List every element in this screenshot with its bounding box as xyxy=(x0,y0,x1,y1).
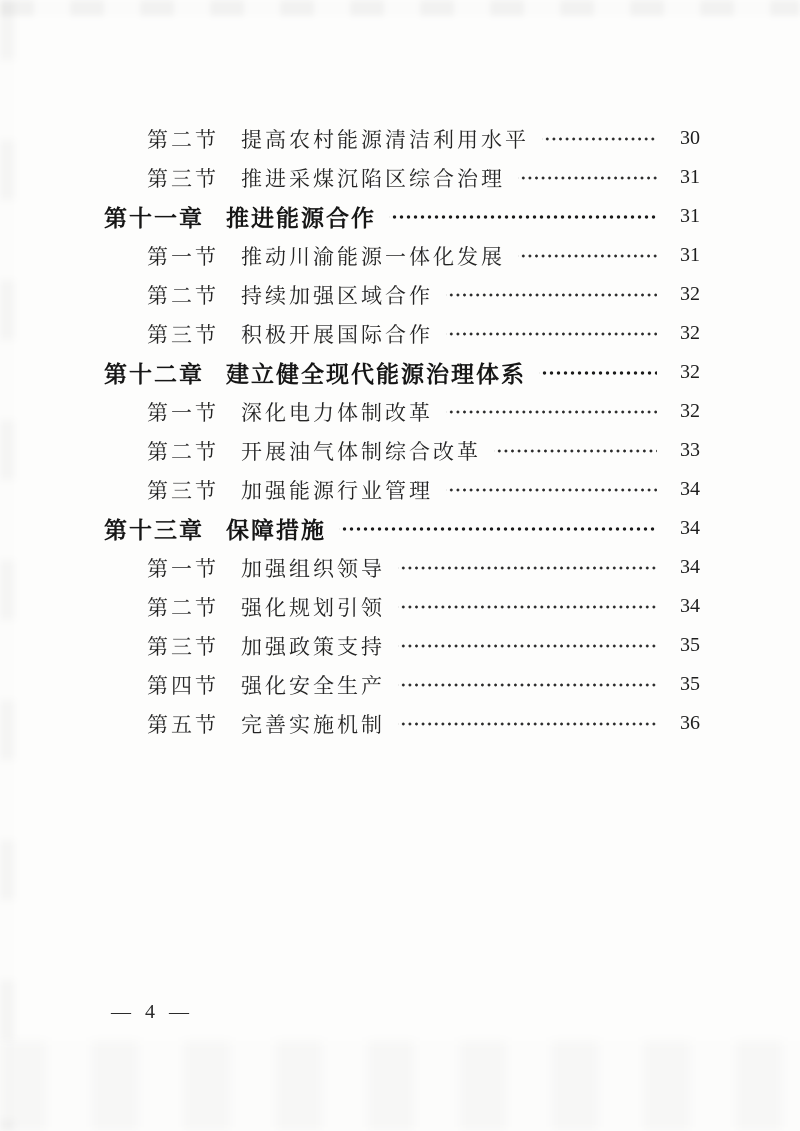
toc-entry-page: 34 xyxy=(680,517,700,539)
toc-entry-section xyxy=(104,119,700,158)
toc-entry-label: 第二节 xyxy=(147,283,219,308)
toc-entry-page: 35 xyxy=(680,673,700,695)
dot-leader xyxy=(446,314,657,353)
toc-list xyxy=(104,119,700,743)
toc-entry-label: 第十二章 xyxy=(104,361,204,387)
toc-entry-page: 34 xyxy=(680,478,700,500)
dot-leader xyxy=(398,548,657,587)
toc-entry-section xyxy=(104,704,700,743)
toc-entry-title: 持续加强区域合作 xyxy=(241,283,433,308)
toc-entry-title: 深化电力体制改革 xyxy=(241,400,433,425)
toc-entry-label: 第二节 xyxy=(147,595,219,620)
toc-entry-page: 31 xyxy=(680,205,700,227)
toc-entry-chapter xyxy=(104,509,700,548)
dot-leader xyxy=(398,704,657,743)
dot-leader xyxy=(518,236,657,275)
toc-entry-section xyxy=(104,275,700,314)
dot-leader xyxy=(398,587,657,626)
toc-entry-title: 加强政策支持 xyxy=(241,634,385,659)
toc-entry-title: 提高农村能源清洁利用水平 xyxy=(241,127,529,152)
toc-entry-title: 推进采煤沉陷区综合治理 xyxy=(241,166,505,191)
toc-entry-page: 32 xyxy=(680,322,700,344)
dot-leader xyxy=(339,509,657,548)
toc-entry-chapter xyxy=(104,197,700,236)
toc-entry-label: 第三节 xyxy=(147,634,219,659)
dot-leader xyxy=(389,197,657,236)
toc-entry-section xyxy=(104,431,700,470)
toc-entry-page: 32 xyxy=(680,361,700,383)
dot-leader xyxy=(518,158,657,197)
toc-entry-label: 第五节 xyxy=(147,712,219,737)
dot-leader xyxy=(446,470,657,509)
dot-leader xyxy=(446,275,657,314)
toc-entry-page: 32 xyxy=(680,283,700,305)
toc-entry-section xyxy=(104,548,700,587)
toc-entry-section xyxy=(104,470,700,509)
toc-entry-title: 推进能源合作 xyxy=(226,205,376,231)
scan-artifact-left xyxy=(0,0,14,1131)
toc-entry-title: 积极开展国际合作 xyxy=(241,322,433,347)
toc-entry-label: 第三节 xyxy=(147,322,219,347)
toc-entry-chapter xyxy=(104,353,700,392)
toc-entry-page: 33 xyxy=(680,439,700,461)
toc-entry-title: 加强能源行业管理 xyxy=(241,478,433,503)
toc-entry-label: 第一节 xyxy=(147,556,219,581)
toc-entry-page: 31 xyxy=(680,244,700,266)
toc-entry-label: 第二节 xyxy=(147,127,219,152)
toc-entry-title: 建立健全现代能源治理体系 xyxy=(226,361,526,387)
scan-artifact-bottom xyxy=(0,1041,800,1131)
toc-entry-page: 30 xyxy=(680,127,700,149)
toc-entry-title: 加强组织领导 xyxy=(241,556,385,581)
dot-leader xyxy=(542,119,657,158)
toc-entry-section xyxy=(104,314,700,353)
toc-entry-label: 第一节 xyxy=(147,244,219,269)
toc-entry-title: 完善实施机制 xyxy=(241,712,385,737)
toc-entry-label: 第十三章 xyxy=(104,517,204,543)
dot-leader xyxy=(446,392,657,431)
footer-page-number: — 4 — xyxy=(111,1001,190,1023)
toc-entry-label: 第三节 xyxy=(147,166,219,191)
toc-entry-page: 34 xyxy=(680,595,700,617)
toc-entry-label: 第二节 xyxy=(147,439,219,464)
toc-entry-page: 32 xyxy=(680,400,700,422)
toc-entry-title: 推动川渝能源一体化发展 xyxy=(241,244,505,269)
dot-leader xyxy=(539,353,657,392)
toc-entry-section xyxy=(104,587,700,626)
toc-entry-label: 第三节 xyxy=(147,478,219,503)
dot-leader xyxy=(398,665,657,704)
toc-entry-section xyxy=(104,665,700,704)
toc-entry-page: 34 xyxy=(680,556,700,578)
dot-leader xyxy=(398,626,657,665)
toc-entry-page: 31 xyxy=(680,166,700,188)
scan-artifact-top xyxy=(0,0,800,16)
toc-entry-section xyxy=(104,158,700,197)
toc-entry-label: 第四节 xyxy=(147,673,219,698)
toc-entry-title: 强化安全生产 xyxy=(241,673,385,698)
toc-entry-page: 36 xyxy=(680,712,700,734)
toc-entry-title: 强化规划引领 xyxy=(241,595,385,620)
dot-leader xyxy=(494,431,657,470)
toc-entry-page: 35 xyxy=(680,634,700,656)
toc-entry-label: 第一节 xyxy=(147,400,219,425)
toc-entry-section xyxy=(104,236,700,275)
page-footer xyxy=(111,1001,190,1024)
toc-entry-title: 开展油气体制综合改革 xyxy=(241,439,481,464)
toc-entry-section xyxy=(104,392,700,431)
toc-entry-label: 第十一章 xyxy=(104,205,204,231)
toc-entry-section xyxy=(104,626,700,665)
toc-entry-title: 保障措施 xyxy=(226,517,326,543)
